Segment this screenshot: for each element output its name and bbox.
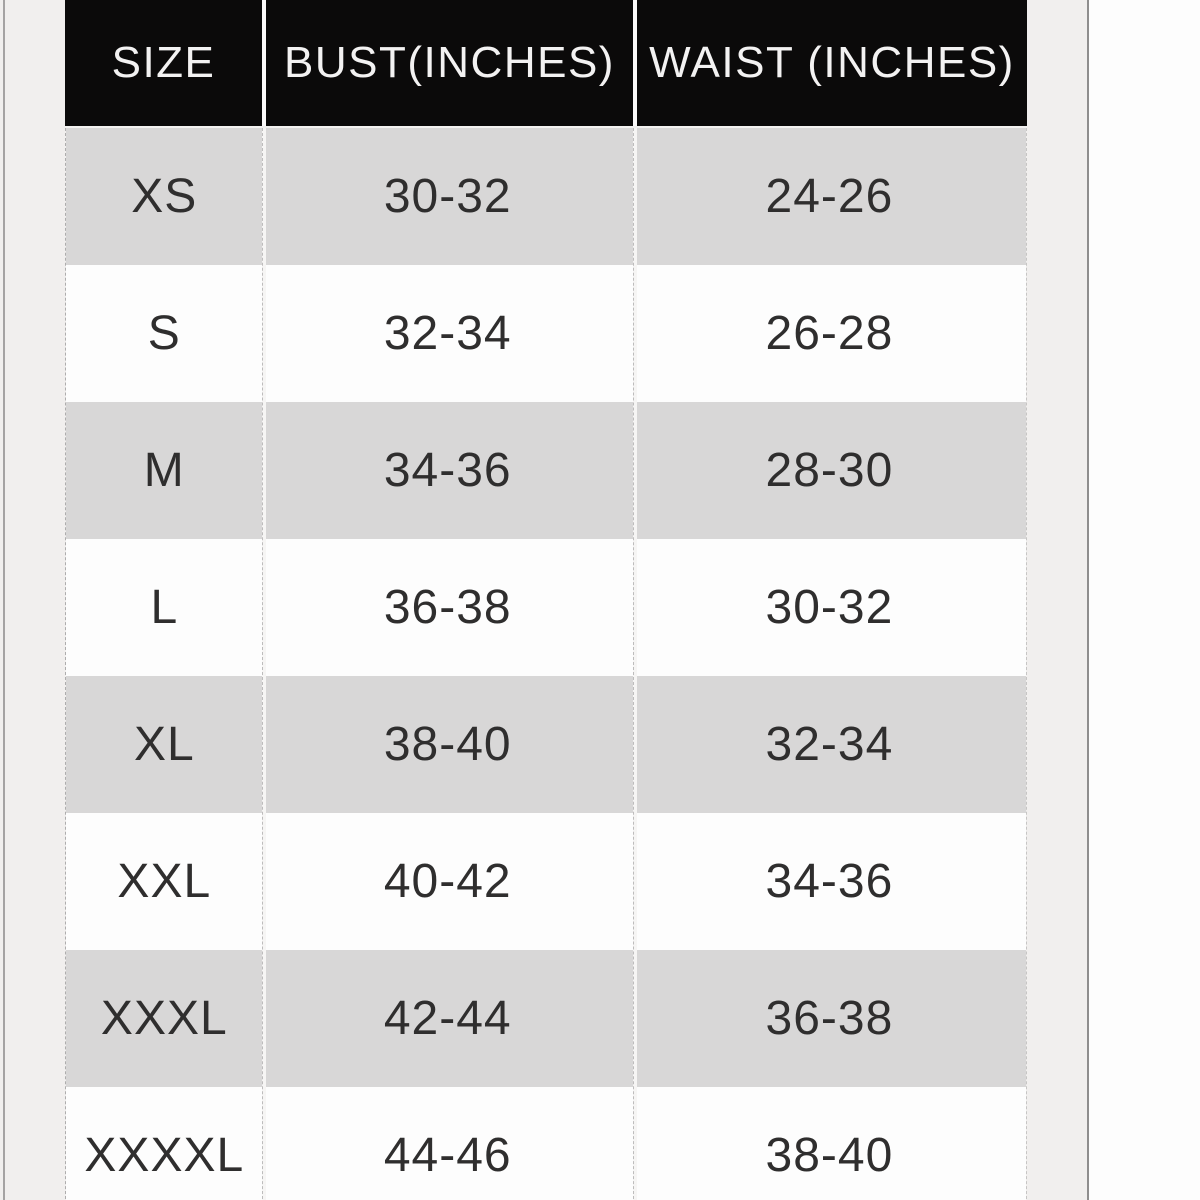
- table-row: [66, 128, 1026, 265]
- waist-cell: 24-26: [765, 170, 894, 223]
- header-bust: BUST(INCHES): [262, 0, 633, 126]
- table-row: [66, 265, 1026, 402]
- size-cell: L: [150, 581, 179, 634]
- table-header-row: [65, 0, 1027, 128]
- size-cell: M: [143, 444, 185, 497]
- table-row: [66, 539, 1026, 676]
- waist-cell: 34-36: [765, 855, 894, 908]
- size-cell: XXL: [117, 855, 212, 908]
- size-chart-table: [65, 0, 1027, 1200]
- waist-cell: 32-34: [765, 718, 894, 771]
- size-cell: XXXL: [100, 992, 228, 1045]
- bust-cell: 30-32: [383, 170, 512, 223]
- right-margin-area: [1089, 0, 1200, 1200]
- table-row: [66, 950, 1026, 1087]
- table-row: [66, 676, 1026, 813]
- header-size: SIZE: [65, 0, 262, 126]
- size-cell: XL: [133, 718, 195, 771]
- table-body: [65, 128, 1027, 1200]
- size-cell: XXXXL: [84, 1129, 245, 1182]
- bust-cell: 42-44: [383, 992, 512, 1045]
- waist-cell: 38-40: [765, 1129, 894, 1182]
- right-screen-edge-line: [1087, 0, 1089, 1200]
- bust-cell: 44-46: [383, 1129, 512, 1182]
- bust-cell: 32-34: [383, 307, 512, 360]
- bust-cell: 36-38: [383, 581, 512, 634]
- waist-cell: 36-38: [765, 992, 894, 1045]
- table-row: [66, 813, 1026, 950]
- bust-cell: 38-40: [383, 718, 512, 771]
- table-row: [66, 402, 1026, 539]
- table-row: [66, 1087, 1026, 1200]
- waist-cell: 28-30: [765, 444, 894, 497]
- bust-cell: 40-42: [383, 855, 512, 908]
- waist-cell: 26-28: [765, 307, 894, 360]
- size-cell: S: [147, 307, 181, 360]
- bust-cell: 34-36: [383, 444, 512, 497]
- left-screen-edge-line: [3, 0, 5, 1200]
- header-waist: WAIST (INCHES): [633, 0, 1027, 126]
- size-cell: XS: [131, 170, 198, 223]
- waist-cell: 30-32: [765, 581, 894, 634]
